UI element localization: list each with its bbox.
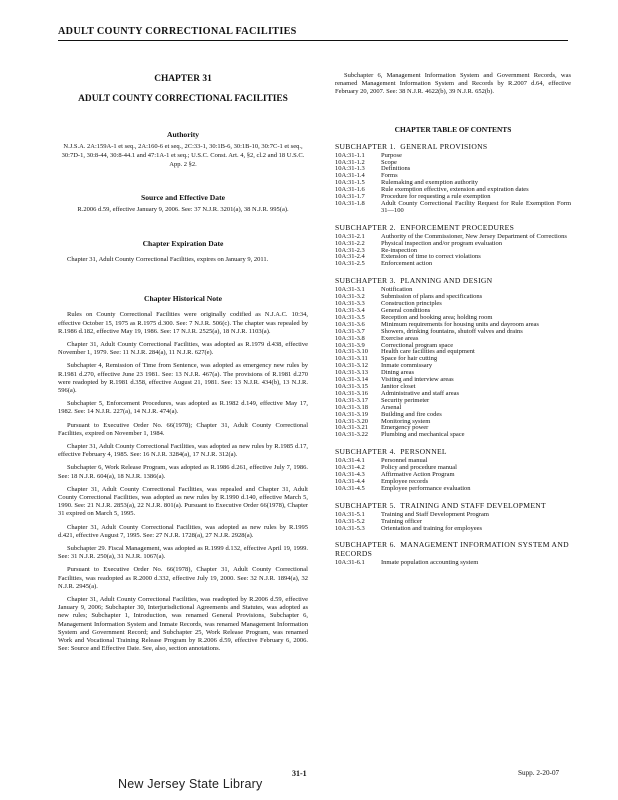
toc-entry <box>335 432 571 439</box>
subchapter-heading <box>335 447 571 456</box>
section-title: Rulemaking and exemption authority <box>381 179 478 187</box>
history-paragraph: Chapter 31, Adult County Correctional Facilities, was adopted as new rules by R.1985 d.17, effective February 4, 1985. See: 16 N.J.R. 3284(a), 17 N.J.R. 312(a). <box>58 443 308 459</box>
section-number: 10A:31-3.9 <box>335 341 365 349</box>
toc-list <box>335 458 571 493</box>
toc-entry <box>335 472 571 479</box>
toc-entry <box>335 261 571 268</box>
section-title: Personnel manual <box>381 457 428 465</box>
section-number: 10A:31-1.6 <box>335 186 365 194</box>
toc-entry <box>335 412 571 419</box>
section-number: 10A:31-1.5 <box>335 179 365 187</box>
section-title: Physical inspection and/or program evaluation <box>381 239 502 247</box>
section-number: 10A:31-1.1 <box>335 151 365 159</box>
section-title: Notification <box>381 286 413 294</box>
section-number: 10A:31-2.4 <box>335 253 365 261</box>
subchapter-title: PLANNING AND DESIGN <box>400 276 493 286</box>
section-number: 10A:31-3.10 <box>335 348 369 356</box>
section-title: Purpose <box>381 151 402 159</box>
section-title: Submission of plans and specifications <box>381 293 483 301</box>
subchapter-number: SUBCHAPTER 2. <box>335 222 396 232</box>
subchapter-title: PERSONNEL <box>400 447 447 457</box>
subchapter-title: GENERAL PROVISIONS <box>400 141 488 151</box>
section-number: 10A:31-3.20 <box>335 417 369 425</box>
section-number: 10A:31-3.16 <box>335 389 369 397</box>
chapter-title: ADULT COUNTY CORRECTIONAL FACILITIES <box>78 94 288 104</box>
section-number: 10A:31-1.8 <box>335 199 365 207</box>
section-number: 10A:31-4.3 <box>335 471 365 479</box>
section-title: Reception and booking area; holding room <box>381 313 493 321</box>
section-title: Orientation and training for employees <box>381 524 483 532</box>
section-title: Forms <box>381 172 398 180</box>
section-number: 10A:31-4.1 <box>335 457 365 465</box>
subchapter-title: TRAINING AND STAFF DEVELOPMENT <box>400 500 546 510</box>
history-paragraph: Subchapter 6, Work Release Program, was adopted as R.1986 d.261, effective July 7, 1986. See: 18 N.J.R. 604(a), 18 N.J.R. 1386(a). <box>58 464 308 480</box>
section-number: 10A:31-3.18 <box>335 403 369 411</box>
toc-entry <box>335 486 571 493</box>
history-paragraph: Pursuant to Executive Order No. 66(1978); Chapter 31, Adult County Correctional Facilities, expired on November 1, 1984. <box>58 421 308 437</box>
toc-list <box>335 287 571 439</box>
toc-entry <box>335 254 571 261</box>
section-number: 10A:31-3.8 <box>335 334 365 342</box>
section-number: 10A:31-2.1 <box>335 232 365 240</box>
section-number: 10A:31-3.6 <box>335 320 365 328</box>
toc-list <box>335 234 571 269</box>
toc-entry <box>335 153 571 160</box>
subchapter-number: SUBCHAPTER 6. <box>335 540 396 550</box>
toc-entry <box>335 391 571 398</box>
section-number: 10A:31-2.2 <box>335 239 365 247</box>
section-title: Arsenal <box>381 403 402 411</box>
toc-entry <box>335 398 571 405</box>
section-number: 10A:31-4.5 <box>335 484 365 492</box>
section-number: 10A:31-3.13 <box>335 369 369 377</box>
toc-entry <box>335 349 571 356</box>
toc-entry <box>335 419 571 426</box>
section-number: 10A:31-5.2 <box>335 517 365 525</box>
history-paragraph: Subchapter 4, Remission of Time from Sentence, was adopted as emergency new rules by R.1981 d.270, effective June 23 1981. See: 13 N.J.R. 467(a). The provisions of R.1981 d.270 were readopted by R.1981 d.358, effective August 21, 1981. See: 13 N.J.R. 434(b), 13 N.J.R. 596(a). <box>58 362 308 395</box>
history-paragraph: Rules on County Correctional Facilities were originally codified as N.J.A.C. 10:34, effective October 15, 1975 as R.1975 d.300. See: 7 N.J.R. 506(c). The chapter was repealed by R.1986 d.182, effective May 19, 1986. See: 17 N.J.R. 2525(a), 18 N.J.R. 1103(a). <box>58 311 308 335</box>
toc-list <box>335 512 571 533</box>
page-number: 31-1 <box>292 769 307 778</box>
toc-entry <box>335 526 571 533</box>
subchapter-number: SUBCHAPTER 4. <box>335 447 396 457</box>
toc-entry <box>335 294 571 301</box>
section-title: Training officer <box>381 517 422 525</box>
section-number: 10A:31-3.1 <box>335 286 365 294</box>
section-title: Rule exemption effective, extension and expiration dates <box>381 186 529 194</box>
section-number: 10A:31-1.2 <box>335 158 365 166</box>
section-number: 10A:31-3.19 <box>335 410 369 418</box>
toc-entry <box>335 512 571 519</box>
section-title: Inmate commissary <box>381 362 433 370</box>
section-title: Extension of time to correct violations <box>381 253 481 261</box>
subchapter-heading <box>335 223 571 232</box>
source-text: R.2006 d.59, effective January 9, 2006. See: 37 N.J.R. 3201(a), 38 N.J.R. 995(a). <box>77 206 289 214</box>
section-number: 10A:31-3.3 <box>335 300 365 308</box>
history-paragraphs <box>58 311 308 653</box>
source-heading: Source and Effective Date <box>140 193 225 203</box>
toc-entry <box>335 405 571 412</box>
history-paragraph: Chapter 31, Adult County Correctional Facilities, was adopted as R.1979 d.438, effective November 1, 1979. See: 11 N.J.R. 284(a), 11 N.J.R. 627(e). <box>58 341 308 357</box>
section-number: 10A:31-3.4 <box>335 307 365 315</box>
history-paragraph: Subchapter 29. Fiscal Management, was adopted as R.1999 d.132, effective April 19, 1999. See: 31 N.J.R. 250(a), 31 N.J.R. 1067(a). <box>58 545 308 561</box>
subchapter-title: ENFORCEMENT PROCEDURES <box>400 222 515 232</box>
toc-entry <box>335 560 571 567</box>
subchapter-title: MANAGEMENT INFORMATION SYSTEM AND RECORDS <box>335 540 569 559</box>
renaming-note: Subchapter 6, Management Information System and Government Records, was renamed Management Information System and Records by R.2007 d.64, effective February 20, 2007. See: 38 N.J.R. 4622(b), 39 N.J.R. 652(b). <box>335 72 571 96</box>
section-number: 10A:31-3.2 <box>335 293 365 301</box>
toc-entry <box>335 377 571 384</box>
section-title: Enforcement action <box>381 260 433 268</box>
history-heading: Chapter Historical Note <box>144 294 222 304</box>
section-number: 10A:31-1.7 <box>335 193 365 201</box>
section-number: 10A:31-6.1 <box>335 559 365 567</box>
authority-heading: Authority <box>166 130 200 139</box>
section-title: Construction principles <box>381 300 442 308</box>
section-title: Emergency power <box>381 424 429 432</box>
table-of-contents <box>335 142 571 568</box>
section-title: Authority of the Commissioner, New Jersey Department of Corrections <box>381 232 567 240</box>
section-title: Adult County Correctional Facility Request for Rule Exemption Form 31—100 <box>381 199 571 214</box>
toc-entry <box>335 329 571 336</box>
section-title: Employee performance evaluation <box>381 484 471 492</box>
section-title: Re-inspection <box>381 246 418 254</box>
section-title: Space for hair cutting <box>381 355 438 363</box>
subchapter-heading <box>335 540 571 558</box>
toc-entry <box>335 336 571 343</box>
toc-list <box>335 153 571 215</box>
section-title: Employee records <box>381 477 429 485</box>
section-title: General conditions <box>381 307 431 315</box>
subchapter-heading <box>335 501 571 510</box>
history-paragraph: Chapter 31, Adult County Correctional Facilities, was adopted as new rules by R.1995 d.421, effective August 7, 1995. See: 27 N.J.R. 1728(a), 27 N.J.R. 2928(a). <box>58 523 308 539</box>
section-number: 10A:31-3.12 <box>335 362 369 370</box>
subchapter-heading <box>335 276 571 285</box>
section-title: Administrative and staff areas <box>381 389 460 397</box>
section-number: 10A:31-3.15 <box>335 382 369 390</box>
expiration-text: Chapter 31, Adult County Correctional Facilities, expires on January 9, 2011. <box>67 256 269 264</box>
section-title: Janitor closet <box>381 382 416 390</box>
authority-text: N.J.S.A. 2A:159A-1 et seq., 2A:160-6 et seq., 2C:33-1, 30:1B-6, 30:1B-10, 30:7C-1 et seq., 30:7D-1, 30:8-44, 30:8-44.1 and 47:1A-1 et seq.; U.S.C. Const. Art. 4, §2, cl.2 and 18 U.S.C. App. 2 §2. <box>61 143 305 168</box>
section-number: 10A:31-2.5 <box>335 260 365 268</box>
section-title: Affirmative Action Program <box>381 471 455 479</box>
section-number: 10A:31-3.22 <box>335 431 369 439</box>
section-number: 10A:31-4.2 <box>335 464 365 472</box>
history-paragraph: Chapter 31, Adult County Correctional Facilities, was repealed and Chapter 31, Adult County Correctional Facilities, was adopted as new rules by R.1990 d.140, effective March 5, 1990. See: 21 N.J.R. 2853(a), 22 N.J.R. 801(a). Pursuant to Executive Order 66(1978), Chapter 31 expired on March 5, 1995. <box>58 485 308 518</box>
section-title: Procedure for requesting a rule exemption <box>381 193 491 201</box>
subchapter-number: SUBCHAPTER 1. <box>335 141 396 151</box>
section-title: Scope <box>381 158 397 166</box>
section-title: Exercise areas <box>381 334 419 342</box>
toc-entry <box>335 241 571 248</box>
toc-entry <box>335 166 571 173</box>
section-number: 10A:31-3.7 <box>335 327 365 335</box>
section-title: Definitions <box>381 165 411 173</box>
toc-entry <box>335 363 571 370</box>
running-head: ADULT COUNTY CORRECTIONAL FACILITIES <box>58 26 297 37</box>
subchapter-heading <box>335 142 571 151</box>
header-rule <box>58 40 568 41</box>
history-paragraph: Chapter 31, Adult County Correctional Facilities, was readopted by R.2006 d.59, effective January 9, 2006; Subchapter 30, Interjurisdictional Agreements and Statutes, was adopted as new rules; Subchapter 1, Introduction, was renamed General Provisions, Subchapter 6, Management Information System and Inmate Records, was renamed Management Information System and Government Record; and Subchapter 25, Work Release Program, was renamed Work and Vocational Training Release Program by R.2006 d.59, effective February 6, 2006. See: Source and Effective Date. See, also, section annotations. <box>58 596 308 653</box>
toc-entry <box>335 301 571 308</box>
section-title: Plumbing and mechanical space <box>381 431 465 439</box>
section-number: 10A:31-5.3 <box>335 524 365 532</box>
section-title: Visiting and interview areas <box>381 376 454 384</box>
subchapter-number: SUBCHAPTER 3. <box>335 276 396 286</box>
section-title: Building and fire codes <box>381 410 442 418</box>
section-number: 10A:31-3.14 <box>335 376 369 384</box>
section-title: Training and Staff Development Program <box>381 510 489 518</box>
section-title: Minimum requirements for housing units and dayroom areas <box>381 320 539 328</box>
section-number: 10A:31-3.21 <box>335 424 369 432</box>
toc-entry <box>335 201 571 215</box>
right-column <box>335 72 571 567</box>
library-watermark: New Jersey State Library <box>118 777 263 791</box>
history-paragraph: Subchapter 5, Enforcement Procedures, was adopted as R.1982 d.149, effective May 17, 1982. See: 14 N.J.R. 227(a), 14 N.J.R. 474(a). <box>58 400 308 416</box>
expiration-heading: Chapter Expiration Date <box>142 239 224 249</box>
section-number: 10A:31-3.5 <box>335 313 365 321</box>
subchapter-number: SUBCHAPTER 5. <box>335 500 396 510</box>
toc-title: CHAPTER TABLE OF CONTENTS <box>394 124 512 134</box>
section-number: 10A:31-2.3 <box>335 246 365 254</box>
section-title: Correctional program space <box>381 341 454 349</box>
history-paragraph: Pursuant to Executive Order No. 66(1978), Chapter 31, Adult County Correctional Facilities, was readopted as R.2000 d.332, effective July 19, 2000. See: 32 N.J.R. 1894(a), 32 N.J.R. 2945(a). <box>58 566 308 590</box>
supplement-date: Supp. 2-20-07 <box>518 769 560 777</box>
section-title: Policy and procedure manual <box>381 464 457 472</box>
toc-list <box>335 560 571 567</box>
chapter-number: CHAPTER 31 <box>154 74 212 84</box>
left-column <box>58 72 308 654</box>
toc-entry <box>335 356 571 363</box>
section-number: 10A:31-1.3 <box>335 165 365 173</box>
section-title: Health care facilities and equipment <box>381 348 475 356</box>
section-title: Showers, drinking fountains, shutoff valves and drains <box>381 327 523 335</box>
section-title: Security perimeter <box>381 396 430 404</box>
section-title: Inmate population accounting system <box>381 559 479 567</box>
section-number: 10A:31-5.1 <box>335 510 365 518</box>
section-number: 10A:31-1.4 <box>335 172 365 180</box>
toc-entry <box>335 160 571 167</box>
section-number: 10A:31-3.11 <box>335 355 368 363</box>
section-title: Dining areas <box>381 369 415 377</box>
section-number: 10A:31-3.17 <box>335 396 369 404</box>
section-title: Monitoring system <box>381 417 431 425</box>
section-number: 10A:31-4.4 <box>335 477 365 485</box>
